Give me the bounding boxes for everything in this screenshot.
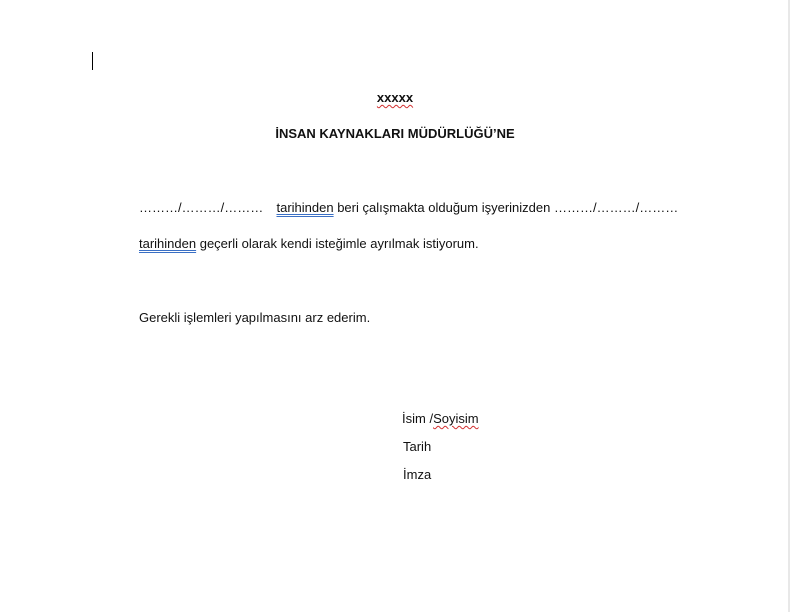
body-line-2-rest: geçerli olarak kendi isteğimle ayrılmak istiyorum. xyxy=(196,236,479,251)
start-date-blank: ………/………/……… xyxy=(139,200,264,215)
company-placeholder-text: xxxxx xyxy=(376,90,414,105)
tarihinden-word-2: tarihinden xyxy=(139,236,197,251)
body-line-1-middle: beri çalışmakta olduğum işyerinizden xyxy=(333,200,554,215)
body-line-1 xyxy=(139,200,678,216)
signature-name-prefix: İsim / xyxy=(402,411,434,426)
text-cursor xyxy=(92,52,93,70)
company-placeholder xyxy=(345,90,445,106)
recipient-heading: İNSAN KAYNAKLARI MÜDÜRLÜĞÜ’NE xyxy=(275,126,515,141)
signature-sign: İmza xyxy=(403,467,432,482)
body-line-2 xyxy=(139,236,479,252)
tarihinden-word-1: tarihinden xyxy=(276,200,334,215)
page-edge xyxy=(788,0,790,612)
closing-line: Gerekli işlemleri yapılmasını arz ederim. xyxy=(139,310,371,325)
signature-name xyxy=(402,411,479,427)
end-date-blank: ………/………/……… xyxy=(553,200,679,215)
signature-date: Tarih xyxy=(403,439,432,454)
signature-name-suffix: Soyisim xyxy=(433,411,479,426)
